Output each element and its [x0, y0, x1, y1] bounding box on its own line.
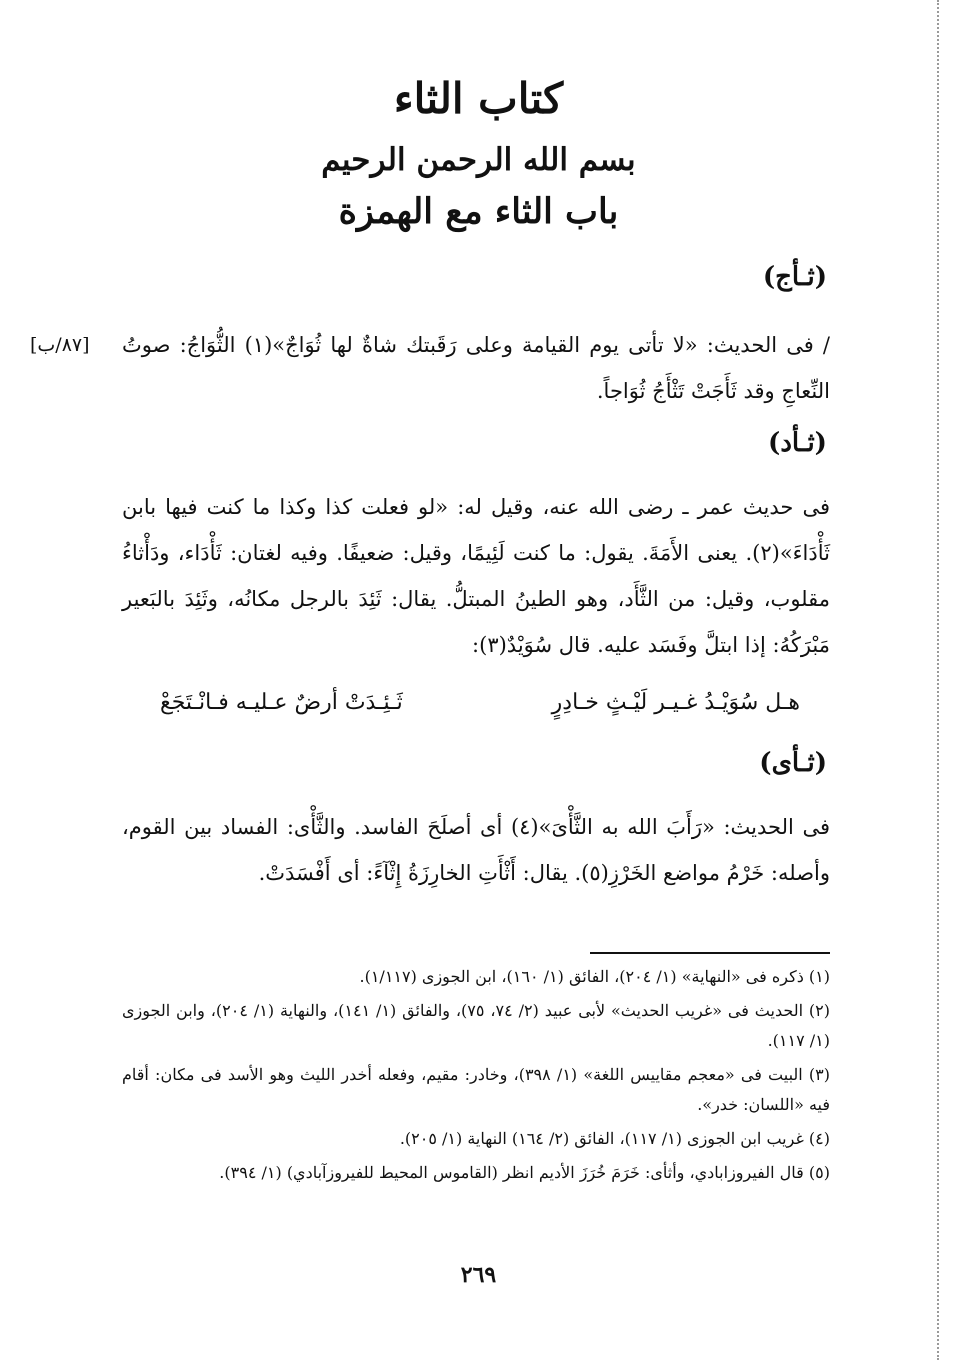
footnote-2: (٢) الحديث فى «غريب الحديث» لأبى عبيد (٢/ ٧٤، ٧٥)، والفائق (١/ ١٤١)، والنهاية (١/ ٢٠٤)، وابن الجوزى (١/ ١١٧). — [122, 1001, 830, 1050]
book-title: كتاب الثاء — [393, 74, 564, 123]
chapter-title: باب الثاء مع الهمزة — [338, 191, 619, 232]
footnote-3: (٣) البيت فى «معجم مقاييس اللغة» (١/ ٣٩٨)، وخادر: مقيم، وفعله أخدر الليث وهو الأسد فى مكان: أقام فيه «اللسان: خدر». — [122, 1065, 830, 1114]
entry-head-thaj: (ثـأج) — [762, 262, 827, 292]
verse-second-hemistich: ثَـئِـدَتْ أرضٌ عـليـه فـانْـتَجَعْ — [160, 690, 403, 715]
footnote-4: (٤) غريب ابن الجوزى (١/ ١١٧)، الفائق (٢/ ١٦٤) النهاية (١/ ٢٠٥). — [399, 1129, 830, 1148]
poetry-verse — [160, 690, 800, 715]
entry-head-thay: (ثـأى) — [759, 748, 827, 778]
entry-paragraph-thay: فى الحديث: «رَأَبَ الله به الثَّأْىَ»(٤) أى أصلَحَ الفاسد. والثَّأْى: الفساد بين القوم، وأصله: خَرْمُ مواضع الخَرْزِ(٥). يقال: أَثْأَتِ الخارِزَةُ إِثْآءً: أى أَفْسَدَتْ. — [122, 815, 830, 885]
margin-folio-reference: [٨٧/ب] — [30, 334, 90, 356]
page-number: ٢٦٩ — [460, 1262, 497, 1288]
footnote-separator — [590, 952, 830, 954]
footnote-1: (١) ذكره فى «النهاية» (١/ ٢٠٤)، الفائق (١/ ١٦٠)، ابن الجوزى (١/١١٧). — [359, 967, 830, 986]
footnotes — [122, 962, 830, 1192]
basmala: بسم الله الرحمن الرحيم — [321, 142, 636, 178]
footnote-5: (٥) قال الفيروزابادي، وأثأى: خَرَمَ خُرَزَ الأديم انظر (القاموس المحيط للفيروزآبادي) (١/ ٣٩٤). — [219, 1163, 830, 1182]
entry-paragraph-thad: فى حديث عمر ـ رضى الله عنه، وقيل له: «لو فعلت كذا وكذا ما كنت فيها بابن ثَأْدَاءَ»(٢). يعنى الأَمَةَ. يقول: ما كنت لَئِيمًا، وقيل: ضعيفًا. وفيه لغتان: ثَأْدَاء، ودَأْثاءُ مقلوب، وقيل: من الثَّأَد، وهو الطينُ المبتلُّ. يقال: ثَئِدَ بالرجل مكانُه، وثَئِدَ بالبَعير مَبْرَكُهُ: إذا ابتلَّ وفَسَد عليه. قال سُوَيْدٌ(٣): — [122, 495, 830, 657]
entry-head-thad: (ثـأد) — [768, 428, 827, 458]
entry-paragraph-thaj: / فى الحديث: «لا تأتى يوم القيامة وعلى رَقَبتك شاةٌ لها ثُوَاجٌ»(١) الثُّوَاجُ: صوتُ النِّعاجِ وقد ثَأَجَتْ تَثْأَجُ ثُوَاجاً. — [122, 333, 830, 403]
verse-first-hemistich: هـل سُوَيْـدُ غـيـر لَيْـثٍ خـادِرٍ — [551, 690, 800, 715]
